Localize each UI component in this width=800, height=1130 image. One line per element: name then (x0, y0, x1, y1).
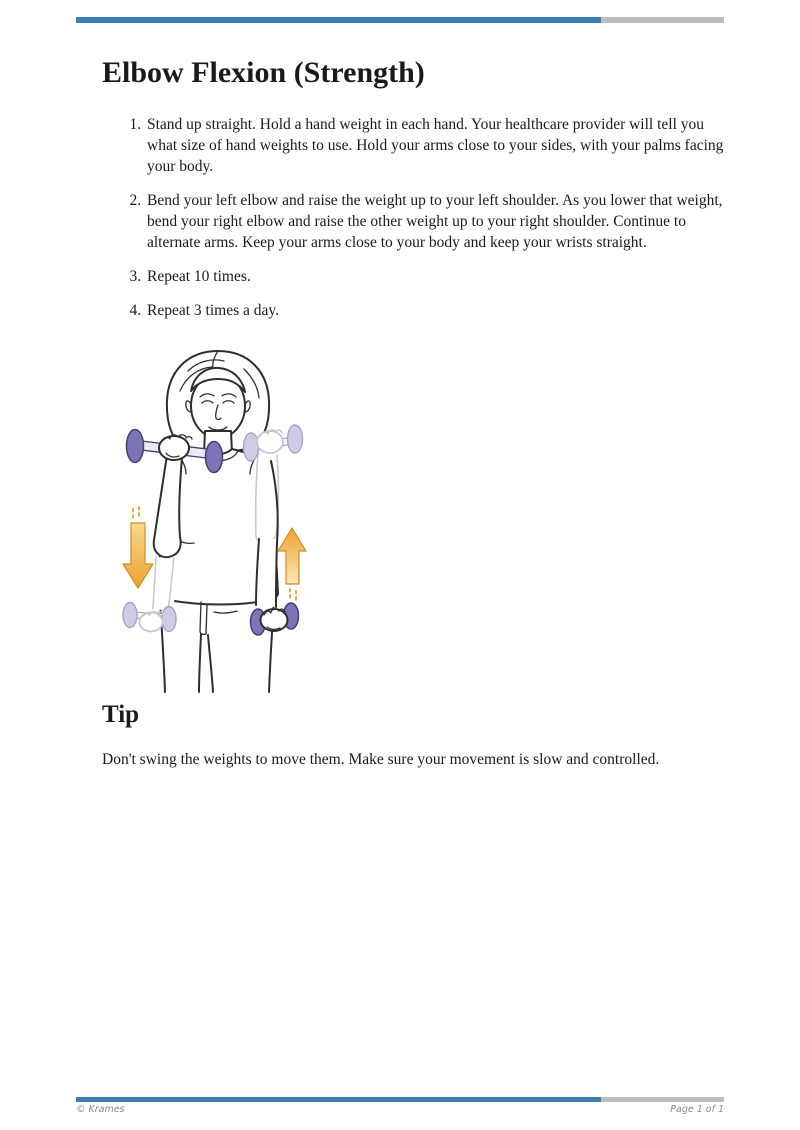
footer-divider (76, 1097, 724, 1102)
copyright-text: © Krames (76, 1104, 125, 1115)
page-footer (76, 1104, 724, 1115)
step-item-1: 1. Stand up straight. Hold a hand weight in each hand. Your healthcare provider will tell you what size of hand weights to use. Hold your arms close to your sides, with your palms facing your body. (145, 114, 727, 177)
exercise-illustration (122, 343, 318, 693)
step-item-4: 4. Repeat 3 times a day. (145, 300, 727, 321)
page-title: Elbow Flexion (Strength) (102, 56, 425, 89)
down-arrow-icon (123, 507, 153, 588)
exercise-steps-list (76, 114, 727, 321)
step-item-2: 2. Bend your left elbow and raise the weight up to your left shoulder. As you lower that weight, bend your right elbow and raise the other weight up to your right shoulder. Continue to alternate arms. Keep your arms close to your body and keep your wrists straight. (145, 190, 727, 253)
tip-heading: Tip (102, 701, 140, 728)
document-content (76, 0, 724, 770)
page-number: Page 1 of 1 (670, 1104, 724, 1115)
tip-text: Don't swing the weights to move them. Make sure your movement is slow and controlled. (102, 751, 660, 768)
footer-divider-gray-segment (601, 1097, 724, 1102)
up-arrow-icon (278, 528, 306, 602)
step-item-3: 3. Repeat 10 times. (145, 266, 727, 287)
footer-divider-blue-segment (76, 1097, 601, 1102)
